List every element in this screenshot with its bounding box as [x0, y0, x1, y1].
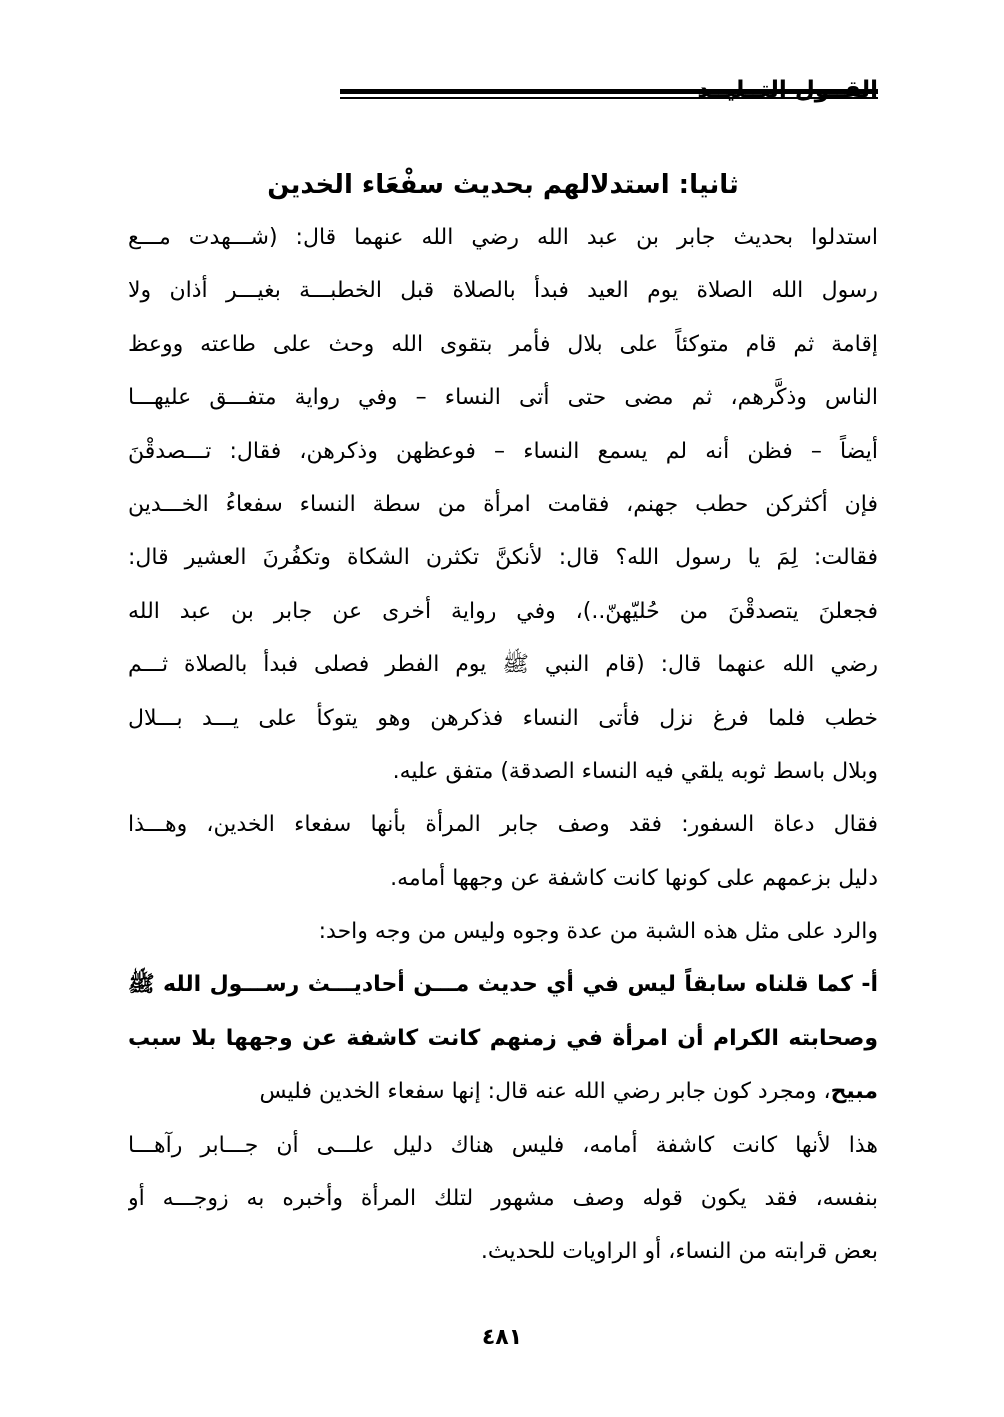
- body-text: [128, 211, 878, 1279]
- running-header: [128, 72, 878, 112]
- text-line-11: وبلال باسط ثوبه يلقي فيه النساء الصدقة) متفق عليه.: [392, 758, 878, 784]
- header-rule: [340, 89, 878, 101]
- text-line-8: فجعلنَ يتصدقْنَ من حُليّهنّ..)، وفي رواية أخرى عن جابر بن عبد الله: [128, 598, 878, 624]
- text-line-13: دليل بزعمهم على كونها كانت كاشفة عن وجهها أمامه.: [390, 865, 878, 891]
- text-line-10: خطب فلما فرغ نزل فأتى النساء فذكرهن وهو يتوكأ على يـــد بـــلال: [128, 705, 878, 731]
- text-line-15: أ- كما قلناه سابقاً ليس في أي حديث مـــن أحاديـــث رســـول الله ﷺ: [128, 972, 878, 998]
- text-line-6: فإن أكثركن حطب جهنم، فقامت امرأة من سطة النساء سفعاءُ الخـــدين: [128, 491, 878, 517]
- text-line-18: هذا لأنها كانت كاشفة أمامه، فليس هناك دليل علـــى أن جـــابر رآهـــا: [128, 1132, 878, 1158]
- bold-word: مبيح: [830, 1079, 878, 1105]
- header-rule-thin: [340, 97, 878, 99]
- text-line-5: أيضاً – فظن أنه لم يسمع النساء – فوعظهن وذكرهن، فقال: تـــصدقْنَ: [128, 438, 878, 464]
- text-line-3: إقامة ثم قام متوكئاً على بلال فأمر بتقوى الله وحث على طاعته ووعظ: [128, 331, 878, 357]
- text-line-1: استدلوا بحديث جابر بن عبد الله رضي الله عنهما قال: (شـــهدت مـــع: [128, 225, 878, 250]
- text-line-17-rest: ، ومجرد كون جابر رضي الله عنه قال: إنها سفعاء الخدين فليس: [259, 1079, 831, 1105]
- text-line-4: الناس وذكَّرهم، ثم مضى حتى أتى النساء – وفي رواية متفـــق عليهـــا: [128, 385, 878, 411]
- text-line-12: فقال دعاة السفور: فقد وصف جابر المرأة بأنها سفعاء الخدين، وهـــذا: [128, 812, 878, 838]
- text-line-14: والرد على مثل هذه الشبة من عدة وجوه وليس من وجه واحد:: [318, 919, 878, 945]
- text-line-7: فقالت: لِمَ يا رسول الله؟ قال: لأنكنَّ تكثرن الشكاة وتكفُرنَ العشير قال:: [128, 545, 878, 571]
- text-line-17: [128, 1065, 878, 1118]
- text-line-2: رسول الله الصلاة يوم العيد فبدأ بالصلاة قبل الخطبـــة بغيـــر أذان ولا: [128, 278, 878, 304]
- text-line-20: بعض قرابته من النساء، أو الراويات للحديث.: [480, 1239, 878, 1265]
- text-line-9: رضي الله عنهما قال: (قام النبي ﷺ يوم الفطر فصلى فبدأ بالصلاة ثـــم: [128, 652, 878, 678]
- section-heading: ثانيا: استدلالهم بحديث سفْعَاء الخدين: [267, 170, 739, 200]
- text-line-19: بنفسه، فقد يكون قوله وصف مشهور لتلك المرأة وأخبره به زوجـــه أو: [128, 1186, 878, 1212]
- text-line-16: وصحابته الكرام أن امرأة في زمنهم كانت كاشفة عن وجهها بلا سبب: [128, 1025, 878, 1051]
- header-rule-thick: [340, 89, 878, 94]
- page-number: ٤٨١: [481, 1325, 523, 1350]
